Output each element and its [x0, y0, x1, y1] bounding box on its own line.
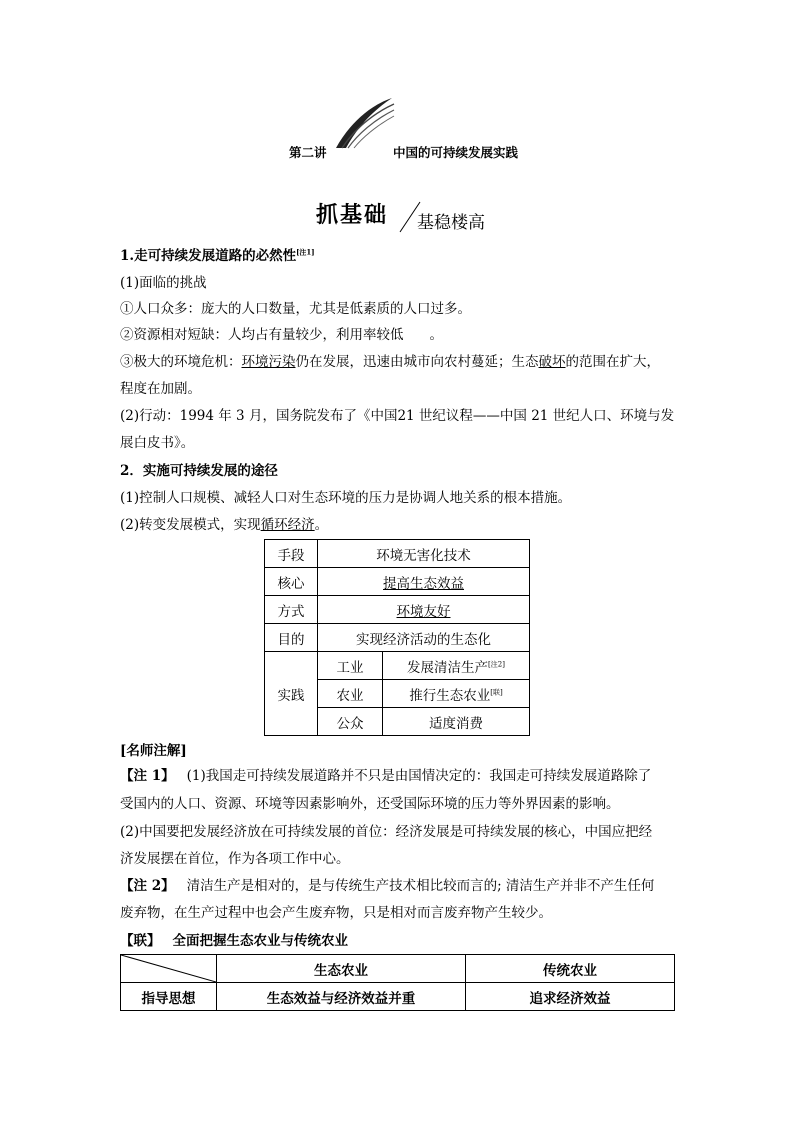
banner-sub: 基稳楼高 [417, 213, 485, 233]
row-value: 实现经济活动的生态化 [318, 624, 530, 652]
practice-sector: 工业 [318, 652, 383, 680]
row-label: 手段 [265, 540, 318, 568]
table-row [265, 568, 530, 596]
challenge-item-3-cont: 程度在加剧。 [120, 381, 201, 397]
challenge-item-3: ③极大的环境危机：环境污染仍在发展，迅速由城市向农村蔓延；生态破坏的范围在扩大， [120, 354, 660, 370]
table-row [265, 624, 530, 652]
row-label: 指导思想 [121, 983, 217, 1011]
table-row [121, 983, 675, 1011]
row-value: 环境友好 [318, 596, 530, 624]
action-line-1: (2)行动：1994 年 3 月，国务院发布了《中国21 世纪议程——中国 21 世纪人口、环境与发 [120, 408, 675, 424]
table-cell: 生态效益与经济效益并重 [217, 983, 466, 1011]
note2-line-1: 【注 2】 清洁生产是相对的，是与传统生产技术相比较而言的; 清洁生产并非不产生任何 [120, 878, 655, 894]
link-heading: 【联】 全面把握生态农业与传统农业 [120, 933, 348, 949]
row-value: 环境无害化技术 [318, 540, 530, 568]
diagonal-header-cell [121, 955, 217, 983]
note1-line-4: 济发展摆在首位，作为各项工作中心。 [120, 851, 350, 867]
challenges-label: (1)面临的挑战 [120, 275, 207, 291]
challenge-item-2: ②资源相对短缺：人均占有量较少，利用率较低 。 [120, 327, 443, 343]
banner-main: 抓基础 [316, 203, 389, 228]
swoosh-logo-icon [332, 96, 396, 152]
practice-label: 实践 [265, 652, 318, 736]
section-banner [314, 198, 514, 238]
lecture-number: 第二讲 [289, 145, 327, 160]
section2-heading: 2．实施可持续发展的途径 [120, 463, 278, 479]
table-cell: 追求经济效益 [466, 983, 675, 1011]
column-header: 传统农业 [466, 955, 675, 983]
approach-item-1: (1)控制人口规模、减轻人口对生态环境的压力是协调人地关系的根本措施。 [120, 490, 572, 506]
note1-line-2: 受国内的人口、资源、环境等因素影响外，还受国际环境的压力等外界因素的影响。 [120, 796, 620, 812]
circular-economy-table [264, 539, 530, 736]
row-label: 核心 [265, 568, 318, 596]
action-line-2: 展白皮书》。 [120, 435, 195, 451]
approach-item-2: (2)转变发展模式，实现循环经济。 [120, 517, 329, 533]
agriculture-comparison-table [120, 954, 675, 1011]
column-header: 生态农业 [217, 955, 466, 983]
table-row [121, 955, 675, 983]
practice-measure: 适度消费 [383, 708, 530, 736]
row-value: 提高生态效益 [318, 568, 530, 596]
row-label: 目的 [265, 624, 318, 652]
practice-sector: 公众 [318, 708, 383, 736]
table-row [265, 652, 530, 680]
table-row [265, 596, 530, 624]
section1-heading: 1.走可持续发展道路的必然性[注1] [120, 247, 315, 264]
table-row [265, 540, 530, 568]
note1-line-3: (2)中国要把发展经济放在可持续发展的首位：经济发展是可持续发展的核心，中国应把经 [120, 824, 653, 840]
lecture-title: 中国的可持续发展实践 [393, 145, 519, 160]
practice-sector: 农业 [318, 680, 383, 708]
notes-heading: [名师注解] [120, 743, 187, 759]
practice-measure: 发展清洁生产[注2] [383, 652, 530, 680]
note1-line-1: 【注 1】 (1)我国走可持续发展道路并不只是由国情决定的：我国走可持续发展道路除了 [120, 768, 652, 784]
diagonal-line-icon [121, 955, 216, 982]
row-label: 方式 [265, 596, 318, 624]
note2-line-2: 废弃物，在生产过程中也会产生废弃物，只是相对而言废弃物产生较少。 [120, 905, 552, 921]
challenge-item-1: ①人口众多：庞大的人口数量，尤其是低素质的人口过多。 [120, 301, 471, 317]
practice-measure: 推行生态农业[联] [383, 680, 530, 708]
